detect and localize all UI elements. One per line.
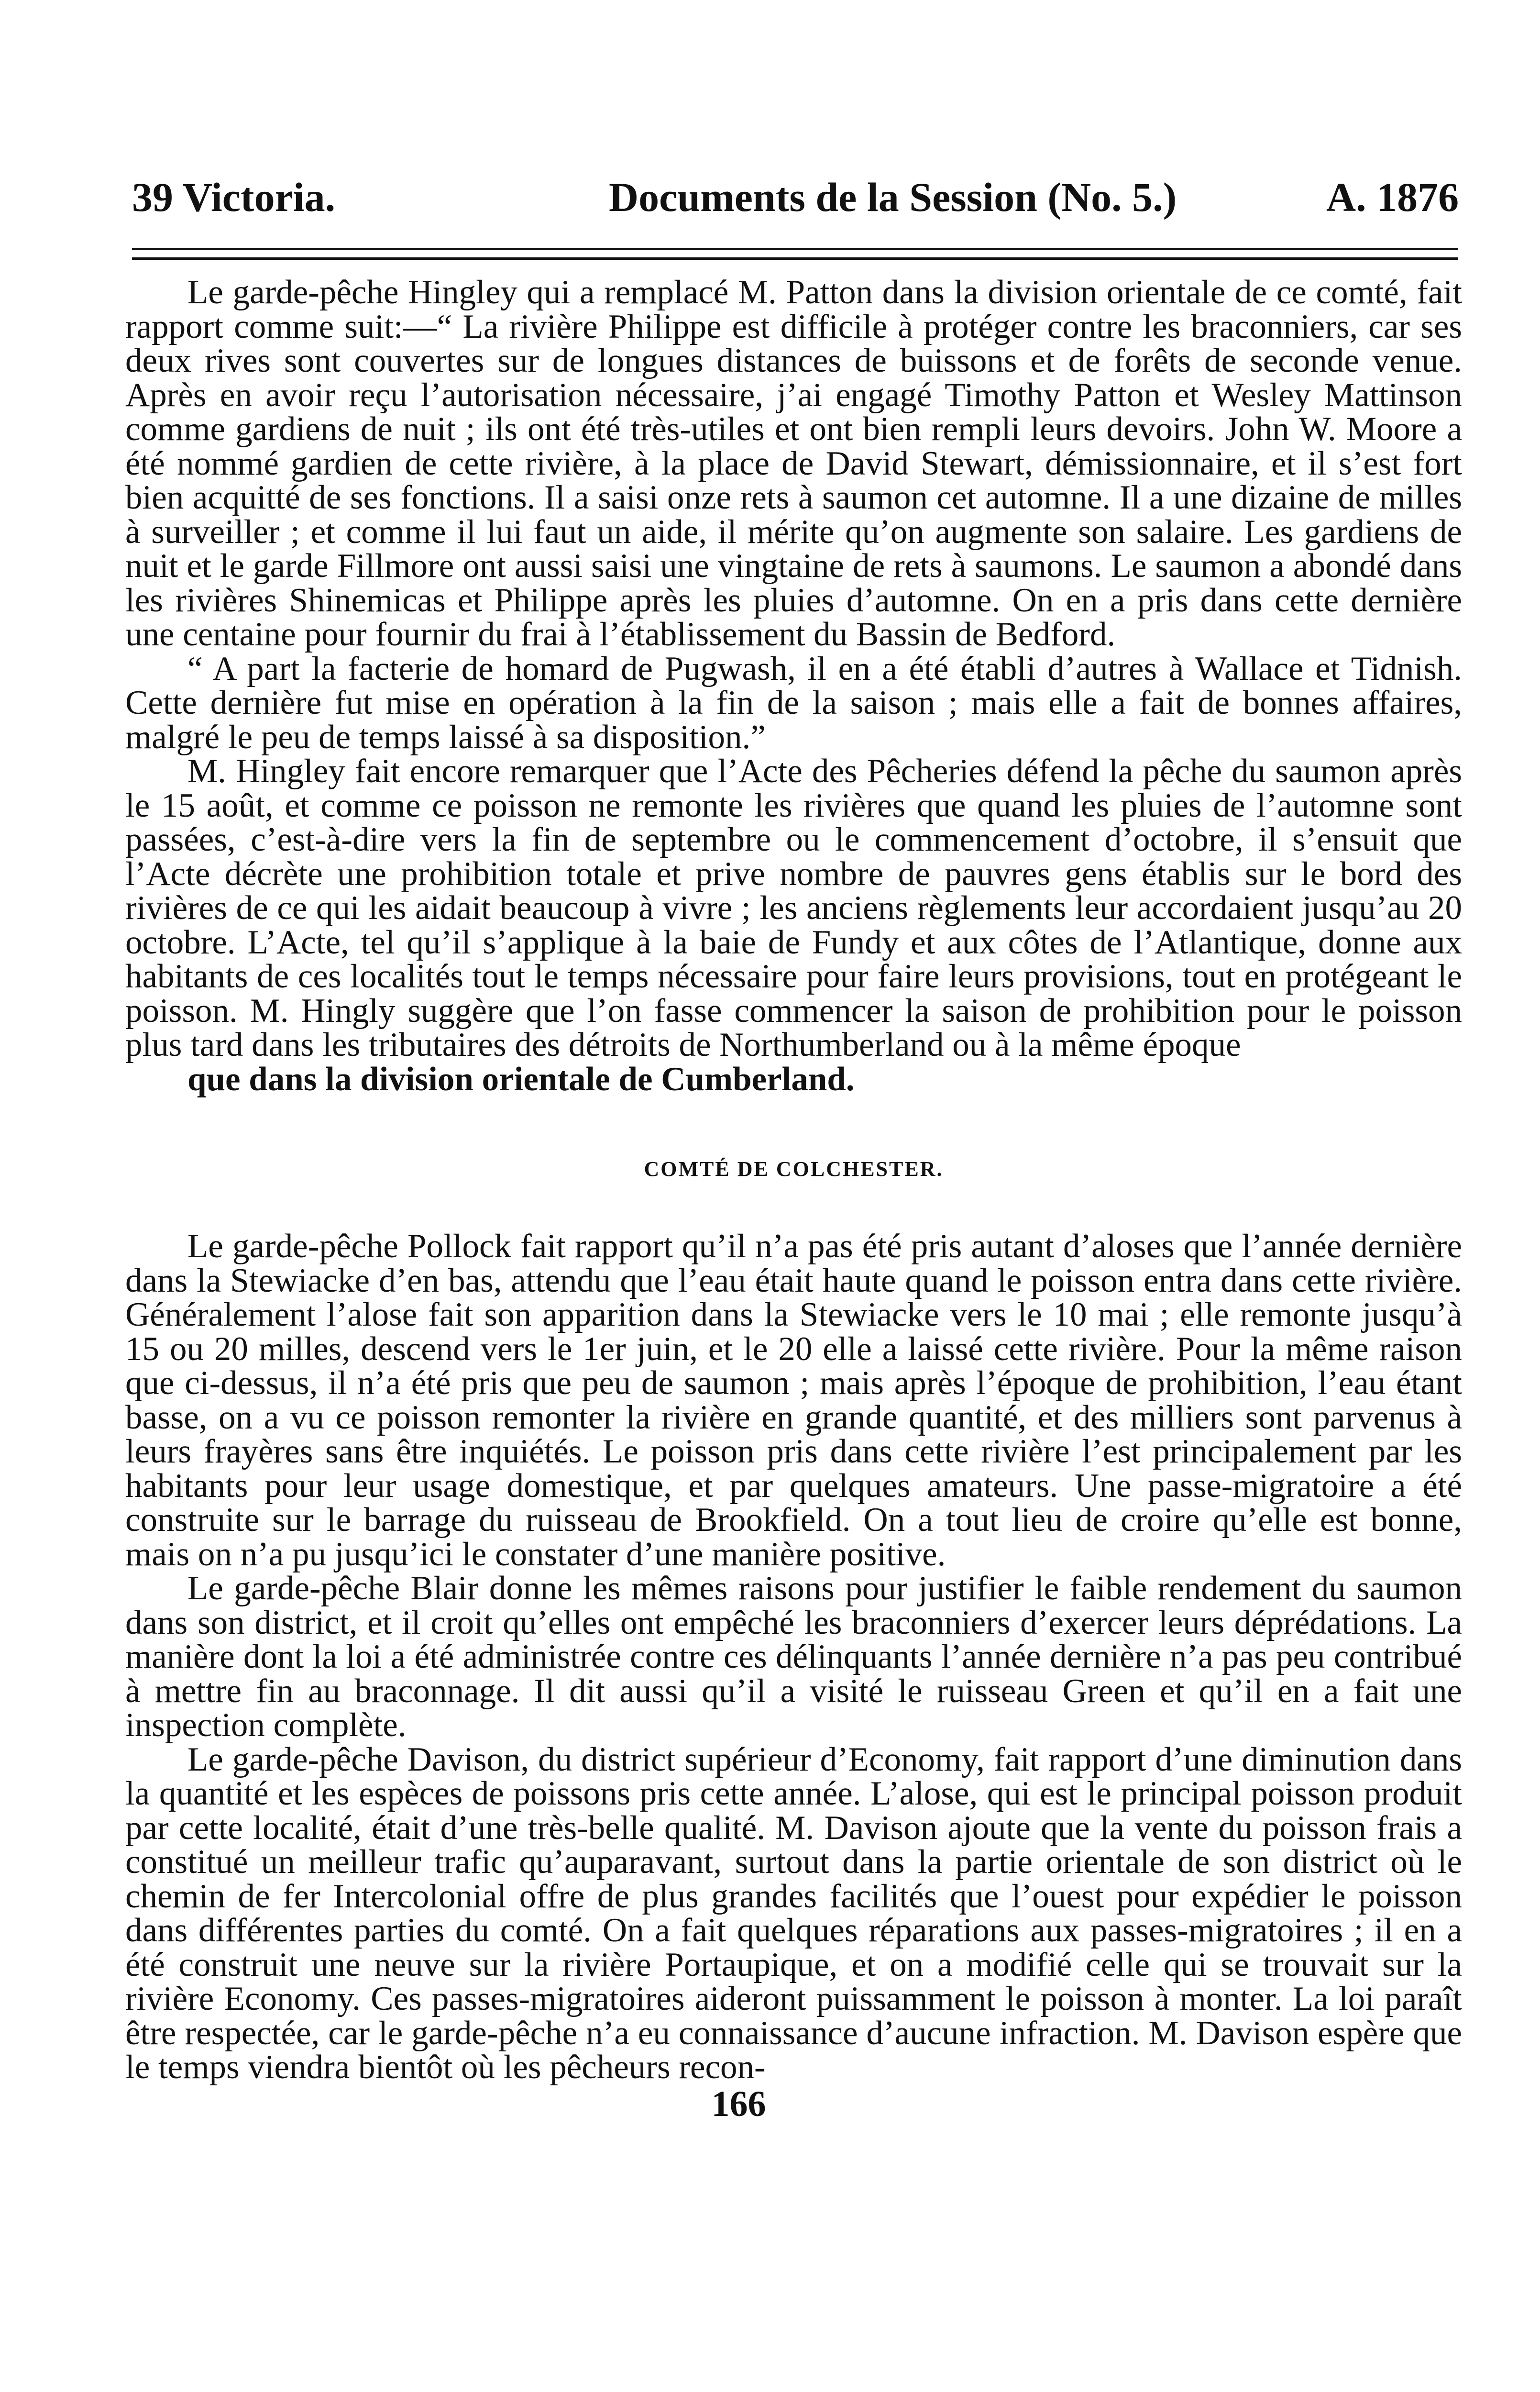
header-date: A. 1876	[1326, 174, 1459, 220]
section-heading: COMTÉ DE COLCHESTER.	[644, 1157, 944, 1181]
paragraph-davison-report: Le garde-pêche Davison, du district supérieur d’Economy, fait rapport d’une diminution dans la quantité et les espèces de poissons pris cette année. L’alose, qui est le principal poisson produit par cette localité, était d’une très-belle qualité. M. Davison ajoute que la vente du poisson frais a constitué un meilleur trafic qu’auparavant, surtout dans la partie orientale de son district où le chemin de fer Intercolonial offre de plus grandes facilités que l’ouest pour expédier le poisson dans différentes parties du comté. On a fait quelques réparations aux passes-migratoires ; il en a été construit une neuve sur la rivière Portaupique, et on a modifié celle qui se trouvait sur la rivière Economy. Ces passes-migratoires aideront puissamment le poisson à monter. La loi paraît être respectée, car le garde-pêche n’a eu connaissance d’aucune infraction. M. Davison espère que le temps viendra bientôt où les pêcheurs recon-	[125, 1740, 1462, 2086]
page-number: 166	[711, 2083, 766, 2124]
header-document-title: Documents de la Session (No. 5.)	[609, 174, 1177, 220]
running-header	[128, 168, 1467, 226]
header-session-year: 39 Victoria.	[132, 174, 336, 220]
body-text	[125, 276, 1462, 2123]
paragraph-blair-report: Le garde-pêche Blair donne les mêmes raisons pour justifier le faible rendement du saumon dans son district, et il croit qu’elles ont empêché les braconniers d’exercer leurs déprédations. La manière dont la loi a été administrée contre ces délinquants l’année dernière n’a pas peu contribué à mettre fin au braconnage. Il dit aussi qu’il a visité le ruisseau Green et qu’il en a fait une inspection complète.	[125, 1570, 1462, 1744]
paragraph-pollock-report: Le garde-pêche Pollock fait rapport qu’il n’a pas été pris autant d’aloses que l’année dernière dans la Stewiacke d’en bas, attendu que l’eau était haute quand le poisson entra dans cette rivière. Généralement l’alose fait son apparition dans la Stewiacke vers le 10 mai ; elle remonte jusqu’à 15 ou 20 milles, descend vers le 1er juin, et le 20 elle a laissé cette rivière. Pour la même raison que ci-dessus, il n’a été pris que peu de saumon ; mais après l’époque de prohibition, l’eau étant basse, on a vu ce poisson remonter la rivière en grande quantité, et des milliers sont parvenus à leurs frayères sans être inquiétés. Le poisson pris dans cette rivière l’est principalement par les habitants pour leur usage domestique, et par quelques amateurs. Une passe-migratoire a été construite sur le barrage du ruisseau de Brookfield. On a tout lieu de croire qu’elle est bonne, mais on n’a pu jusqu’ici le constater d’une manière positive.	[125, 1228, 1462, 1573]
paragraph-cumberland-closing: que dans la division orientale de Cumberland.	[187, 1060, 855, 1098]
paragraph-fisheries-act: M. Hingley fait encore remarquer que l’Acte des Pêcheries défend la pêche du saumon après le 15 août, et comme ce poisson ne remonte les rivières que quand les pluies de l’automne sont passées, c’est-à-dire vers la fin de septembre ou le commencement d’octobre, il s’ensuit que l’Acte décrète une prohibition totale et prive nombre de pauvres gens établis sur le bord des rivières de ce qui les aidait beaucoup à vivre ; les anciens règlements leur accordaient jusqu’au 20 octobre. L’Acte, tel qu’il s’applique à la baie de Fundy et aux côtes de l’Atlantique, donne aux habitants de ces localités tout le temps nécessaire pour faire leurs provisions, tout en protégeant le poisson. M. Hingly suggère que l’on fasse commencer la saison de prohibition pour le poisson plus tard dans les tributaires des détroits de Northumberland ou à la même époque	[125, 753, 1462, 1063]
header-rule-bottom	[132, 257, 1458, 260]
header-rule-top	[132, 248, 1458, 250]
paragraph-hingley-report: Le garde-pêche Hingley qui a remplacé M. Patton dans la division orientale de ce comté, fait rapport comme suit:—“ La rivière Philippe est difficile à protéger contre les braconniers, car ses deux rives sont couvertes sur de longues distances de buissons et de forêts de seconde venue. Après en avoir reçu l’autorisation nécessaire, j’ai engagé Timothy Patton et Wesley Mattinson comme gardiens de nuit ; ils ont été très-utiles et ont bien rempli leurs devoirs. John W. Moore a été nommé gardien de cette rivière, à la place de David Stewart, démissionnaire, et il s’est fort bien acquitté de ses fonctions. Il a saisi onze rets à saumon cet automne. Il a une dizaine de milles à surveiller ; et comme il lui faut un aide, il mérite qu’on augmente son salaire. Les gardiens de nuit et le garde Fillmore ont aussi saisi une vingtaine de rets à saumons. Le saumon a abondé dans les rivières Shinemicas et Philippe après les pluies d’automne. On en a pris dans cette dernière une centaine pour fournir du frai à l’établissement du Bassin de Bedford.	[125, 274, 1462, 653]
paragraph-pugwash-factories: “ A part la facterie de homard de Pugwash, il en a été établi d’autres à Wallace et Tidnish. Cette dernière fut mise en opération à la fin de la saison ; mais elle a fait de bonnes affaires, malgré le peu de temps laissé à sa disposition.”	[125, 650, 1462, 756]
